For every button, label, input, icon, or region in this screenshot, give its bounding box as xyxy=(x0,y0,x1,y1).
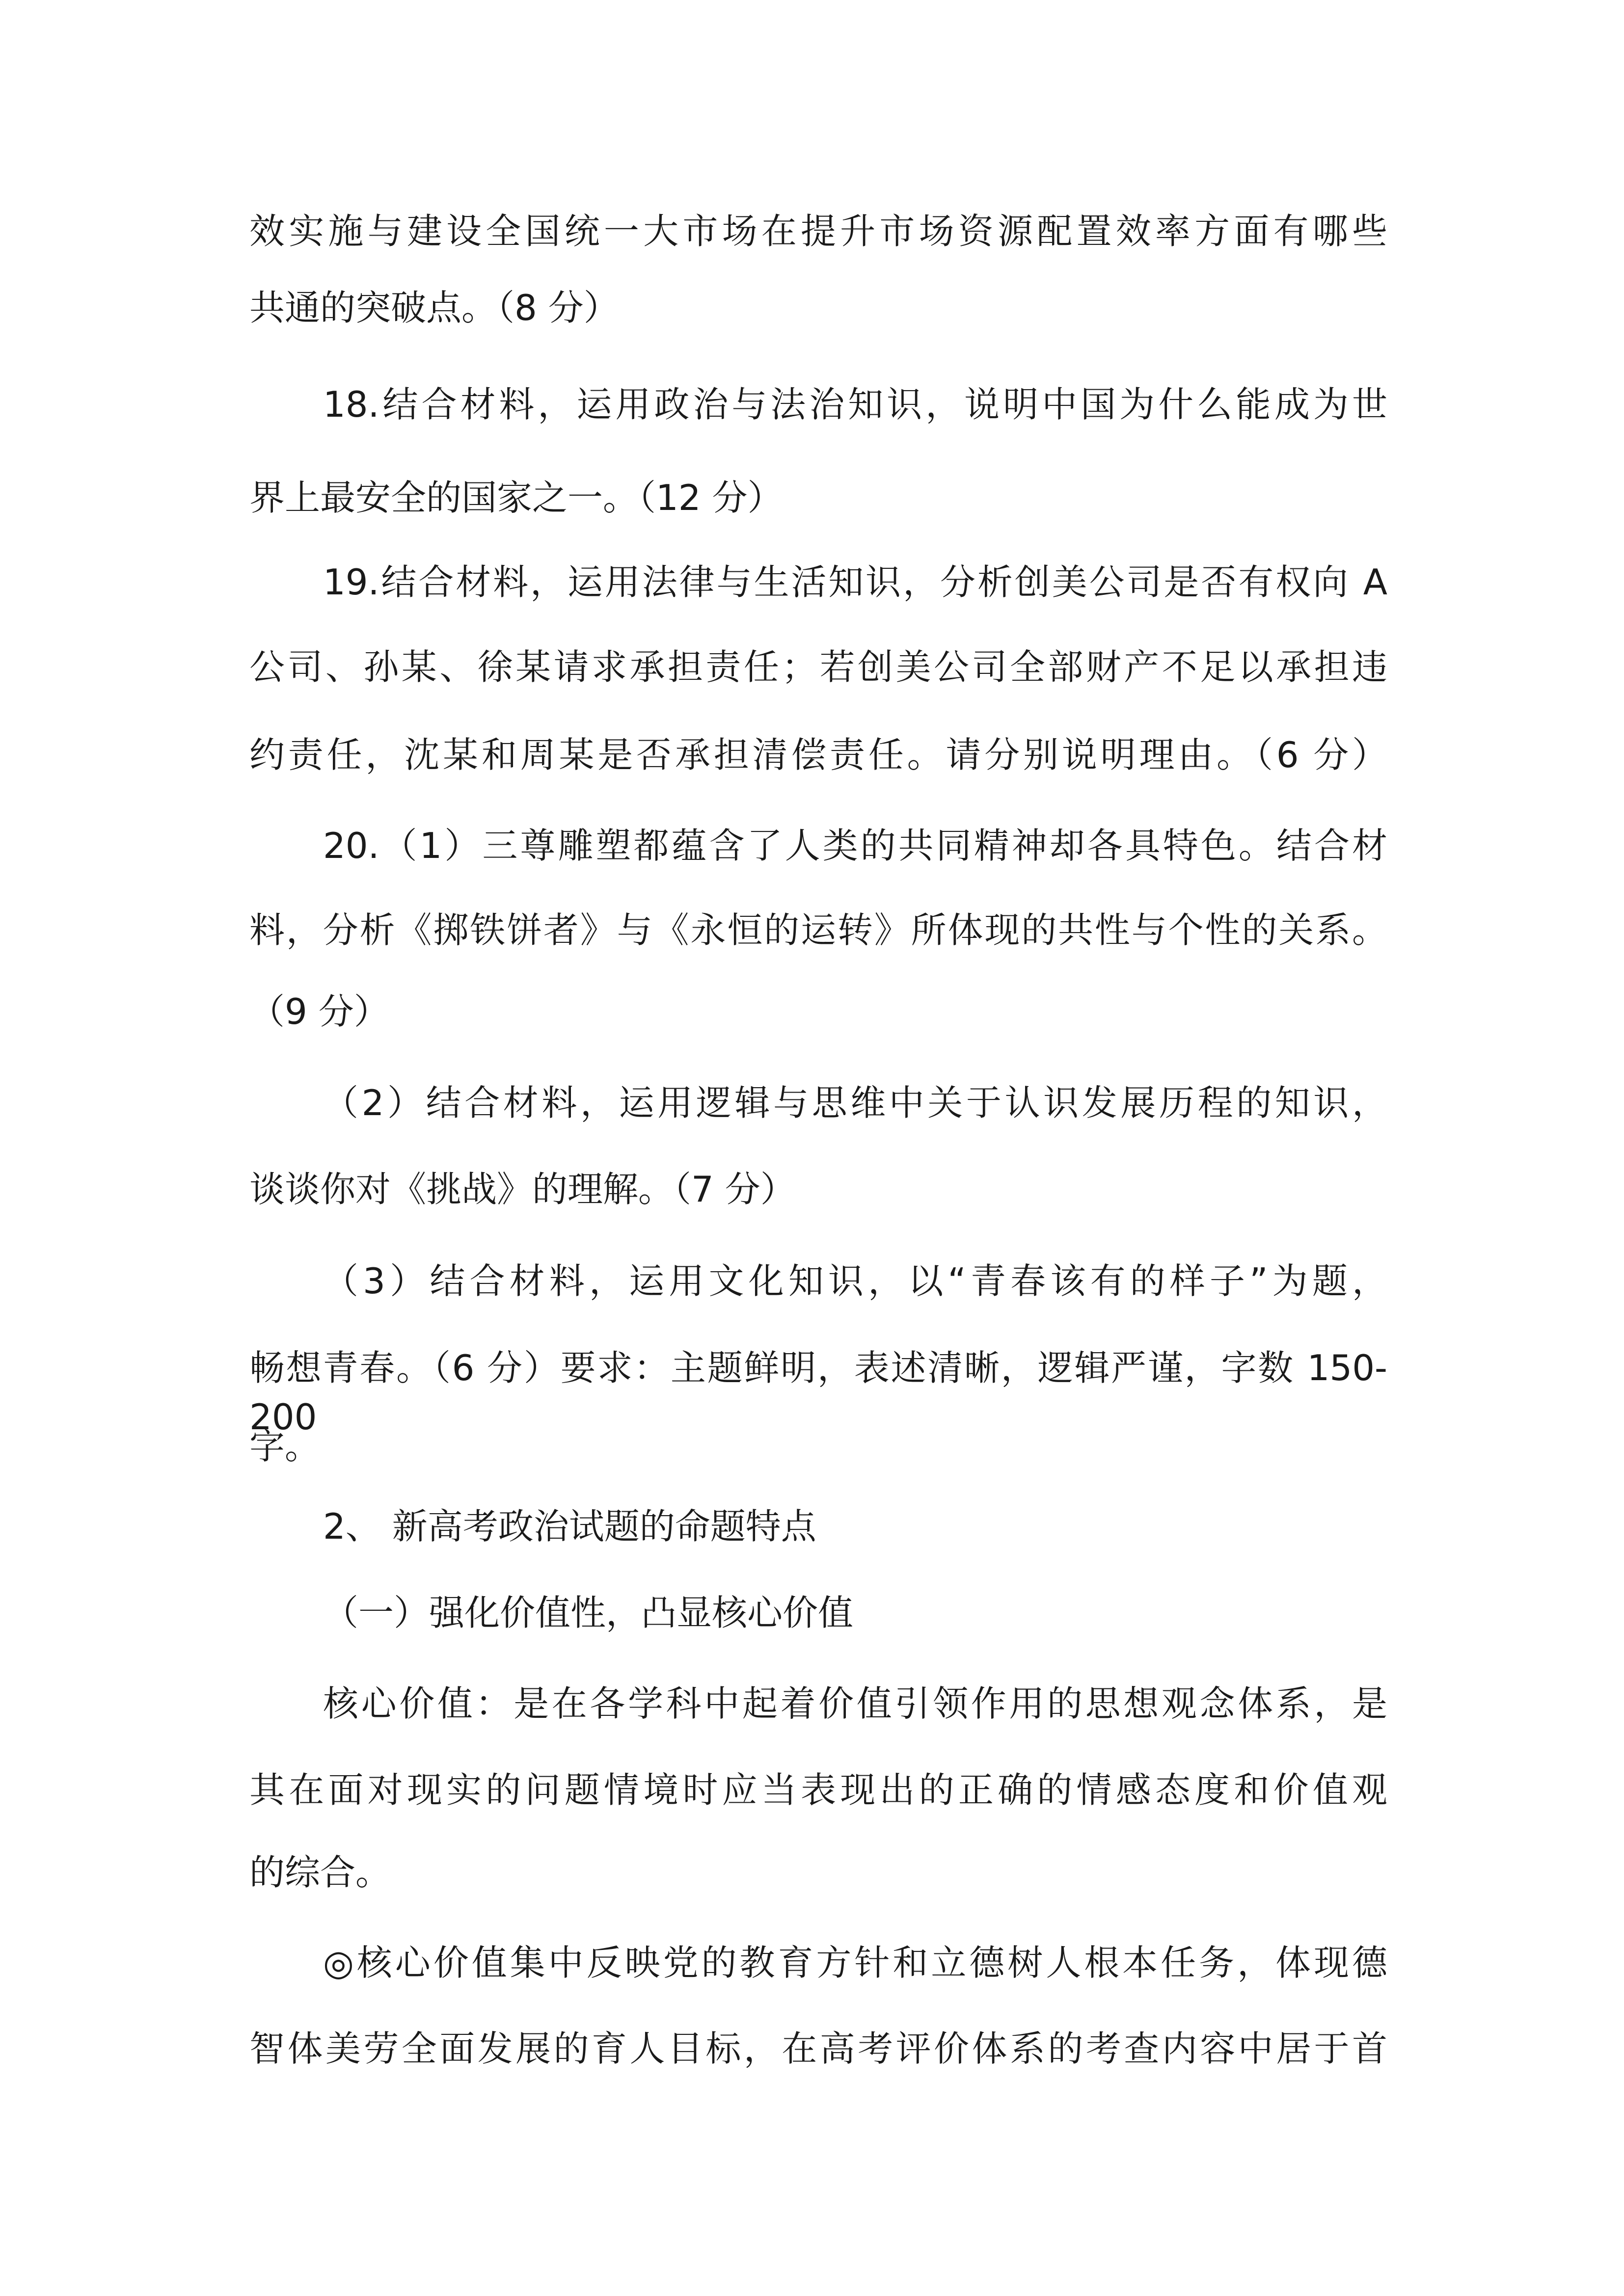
section-heading: 2、 新高考政治试题的命题特点 xyxy=(323,1506,816,1547)
question-18-line-2: 界上最安全的国家之一。（12 分） xyxy=(249,477,783,518)
question-20-3-line-1: （3）结合材料，运用文化知识，以“青春该有的样子”为题， xyxy=(323,1260,1387,1302)
question-20-3-line-2: 畅想青春。（6 分）要求：主题鲜明，表述清晰，逻辑严谨，字数 150-200 xyxy=(249,1347,1387,1438)
paragraph-2-line-2: 智体美劳全面发展的育人目标，在高考评价体系的考查内容中居于首 xyxy=(249,2028,1387,2069)
question-20-2-line-2: 谈谈你对《挑战》的理解。（7 分） xyxy=(249,1169,796,1210)
question-20-1-line-3: （9 分） xyxy=(249,991,389,1032)
subsection-heading: （一）强化价值性，凸显核心价值 xyxy=(323,1592,854,1633)
question-18-line-1: 18.结合材料，运用政治与法治知识，说明中国为什么能成为世 xyxy=(323,384,1387,425)
paragraph-2-line-1: ◎核心价值集中反映党的教育方针和立德树人根本任务，体现德 xyxy=(323,1942,1387,1983)
question-20-3-line-3: 字。 xyxy=(249,1426,321,1467)
paragraph-1-line-3: 的综合。 xyxy=(249,1852,391,1893)
text-line-2: 共通的突破点。（8 分） xyxy=(249,287,619,328)
question-20-1-line-2: 料，分析《掷铁饼者》与《永恒的运转》所体现的共性与个性的关系。 xyxy=(249,909,1387,951)
question-19-line-2: 公司、孙某、徐某请求承担责任；若创美公司全部财产不足以承担违 xyxy=(249,646,1387,688)
question-19-line-1: 19.结合材料，运用法律与生活知识，分析创美公司是否有权向 A xyxy=(323,561,1387,603)
question-19-line-3: 约责任，沈某和周某是否承担清偿责任。请分别说明理由。（6 分） xyxy=(249,734,1387,775)
text-line-1: 效实施与建设全国统一大市场在提升市场资源配置效率方面有哪些 xyxy=(249,211,1387,252)
paragraph-1-line-2: 其在面对现实的问题情境时应当表现出的正确的情感态度和价值观 xyxy=(249,1769,1387,1811)
question-20-2-line-1: （2）结合材料，运用逻辑与思维中关于认识发展历程的知识， xyxy=(323,1082,1387,1123)
question-20-1-line-1: 20.（1）三尊雕塑都蕴含了人类的共同精神却各具特色。结合材 xyxy=(323,825,1387,866)
paragraph-1-line-1: 核心价值：是在各学科中起着价值引领作用的思想观念体系，是 xyxy=(323,1683,1387,1724)
